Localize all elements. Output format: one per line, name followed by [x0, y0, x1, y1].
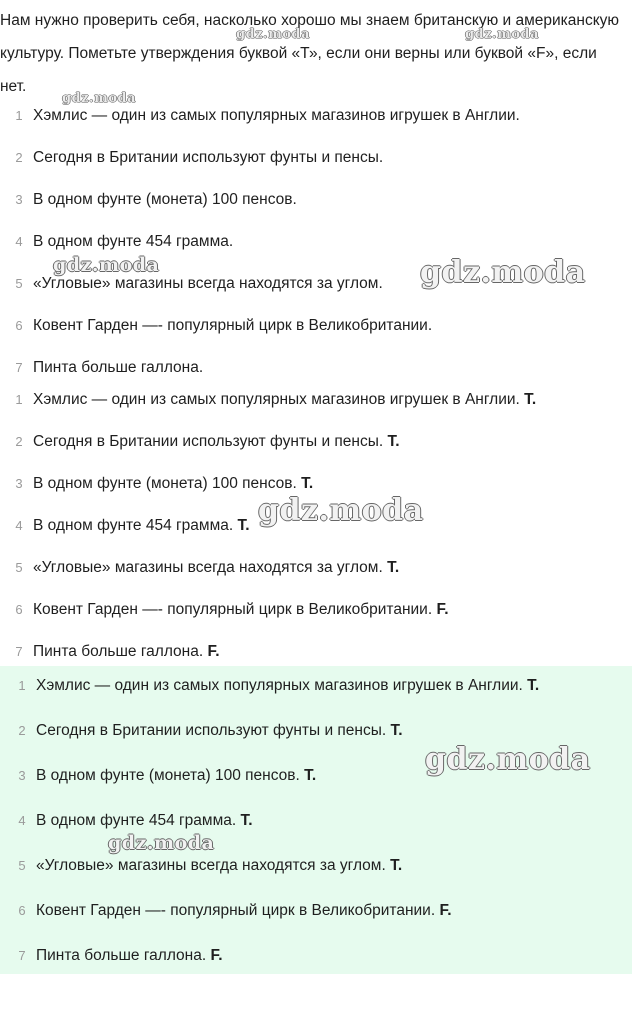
answer-mark: F.	[436, 601, 449, 618]
item-number: 6	[15, 318, 23, 333]
watermark: gdz.moda	[108, 832, 215, 854]
watermark: gdz.moda	[53, 254, 160, 276]
item-number: 7	[18, 948, 26, 963]
statement-text: Пинта больше галлона.	[36, 947, 207, 964]
item-number: 2	[15, 434, 23, 449]
watermark: gdz.moda	[258, 493, 424, 528]
item-number: 7	[15, 644, 23, 659]
statement-text: Хэмлис — один из самых популярных магазинов игрушек в Англии.	[33, 391, 520, 408]
item-number: 5	[18, 858, 26, 873]
answer-mark: F.	[439, 902, 452, 919]
highlighted-answer-item	[0, 903, 632, 948]
statement-text-line	[33, 150, 383, 166]
statement-text: В одном фунте (монета) 100 пенсов.	[36, 767, 300, 784]
answer-mark: T.	[301, 475, 314, 492]
statement-text: В одном фунте (монета) 100 пенсов.	[33, 191, 297, 208]
item-number: 4	[18, 813, 26, 828]
answer-mark: T.	[387, 559, 400, 576]
answer-mark: T.	[390, 722, 403, 739]
answer-mark: F.	[210, 947, 223, 964]
answer-mark: T.	[524, 391, 537, 408]
highlighted-answer-list	[0, 666, 632, 974]
statement-text: Хэмлис — один из самых популярных магазинов игрушек в Англии.	[33, 107, 520, 124]
statement-text-line	[36, 858, 402, 874]
item-number: 6	[15, 602, 23, 617]
answer-mark: T.	[304, 767, 317, 784]
statement-text-line	[36, 948, 223, 964]
statement-text-line	[36, 768, 316, 784]
statement-text: «Угловые» магазины всегда находятся за углом.	[33, 275, 383, 292]
statement-text: Ковент Гарден —- популярный цирк в Великобритании.	[33, 601, 433, 618]
statement-text: В одном фунте 454 грамма.	[33, 517, 234, 534]
question-item	[0, 108, 632, 150]
statement-text: Сегодня в Британии используют фунты и пенсы.	[36, 722, 387, 739]
question-item	[0, 318, 632, 360]
highlighted-answer-item	[0, 813, 632, 858]
statement-text-line	[33, 360, 203, 376]
item-number: 7	[15, 360, 23, 375]
item-number: 1	[18, 678, 26, 693]
item-number: 1	[15, 108, 23, 123]
statement-text-line	[33, 560, 399, 576]
statement-text-line	[33, 602, 449, 618]
statement-text-line	[36, 678, 539, 694]
item-number: 2	[18, 723, 26, 738]
item-number: 4	[15, 234, 23, 249]
answer-item	[0, 602, 632, 644]
answer-mark: T.	[527, 677, 540, 694]
answer-mark: T.	[387, 433, 400, 450]
watermark: gdz.moda	[62, 91, 137, 106]
statement-text-line	[33, 476, 313, 492]
statement-text-line	[33, 276, 383, 292]
statement-text: В одном фунте (монета) 100 пенсов.	[33, 475, 297, 492]
statement-text: В одном фунте 454 грамма.	[33, 233, 234, 250]
statement-text-line	[36, 903, 452, 919]
answer-mark: T.	[237, 517, 250, 534]
statement-text-line	[33, 108, 520, 124]
item-number: 3	[18, 768, 26, 783]
watermark: gdz.moda	[465, 27, 540, 42]
exercise-instructions: Нам нужно проверить себя, насколько хорошо мы знаем британскую и американскую культуру. Пометьте утверждения буквой «Т», если они верны или буквой «F», если нет.	[0, 12, 620, 95]
item-number: 4	[15, 518, 23, 533]
statement-text: «Угловые» магазины всегда находятся за углом.	[33, 559, 383, 576]
item-number: 3	[15, 476, 23, 491]
statement-text-line	[33, 518, 250, 534]
statement-text: Ковент Гарден —- популярный цирк в Великобритании.	[33, 317, 433, 334]
answer-mark: T.	[390, 857, 403, 874]
statement-text-line	[36, 723, 403, 739]
item-number: 2	[15, 150, 23, 165]
highlighted-answer-item	[0, 948, 632, 993]
item-number: 5	[15, 276, 23, 291]
answer-item	[0, 434, 632, 476]
statement-text-line	[36, 813, 253, 829]
statement-text: Пинта больше галлона.	[33, 359, 204, 376]
statement-text: «Угловые» магазины всегда находятся за углом.	[36, 857, 386, 874]
statement-text: Ковент Гарден —- популярный цирк в Великобритании.	[36, 902, 436, 919]
statement-text-line	[33, 644, 220, 660]
watermark: gdz.moda	[236, 27, 311, 42]
statement-text-line	[33, 192, 297, 208]
question-item	[0, 150, 632, 192]
watermark: gdz.moda	[420, 255, 586, 290]
item-number: 5	[15, 560, 23, 575]
question-item	[0, 192, 632, 234]
statement-text: Пинта больше галлона.	[33, 643, 204, 660]
statement-text-line	[33, 392, 536, 408]
watermark: gdz.moda	[425, 742, 591, 777]
statement-text: Сегодня в Британии используют фунты и пенсы.	[33, 433, 384, 450]
highlighted-answer-item	[0, 678, 632, 723]
answer-item	[0, 560, 632, 602]
answer-list	[0, 392, 632, 686]
answer-item	[0, 392, 632, 434]
answer-mark: T.	[240, 812, 253, 829]
item-number: 1	[15, 392, 23, 407]
statement-text: Хэмлис — один из самых популярных магазинов игрушек в Англии.	[36, 677, 523, 694]
highlighted-answer-item	[0, 858, 632, 903]
statement-text: Сегодня в Британии используют фунты и пенсы.	[33, 149, 384, 166]
item-number: 6	[18, 903, 26, 918]
item-number: 3	[15, 192, 23, 207]
answer-mark: F.	[207, 643, 220, 660]
statement-text-line	[33, 234, 233, 250]
statement-text: В одном фунте 454 грамма.	[36, 812, 237, 829]
statement-text-line	[33, 434, 400, 450]
statement-text-line	[33, 318, 432, 334]
